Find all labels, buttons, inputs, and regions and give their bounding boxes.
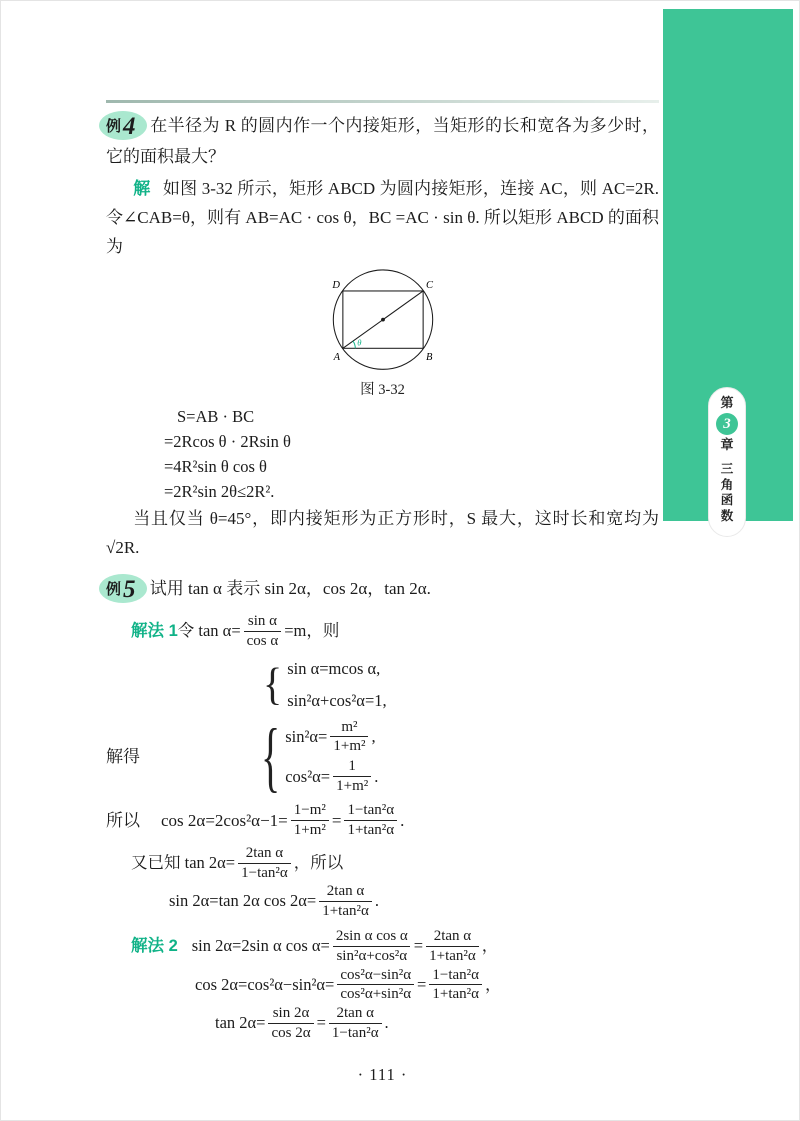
chapter-number-badge bbox=[716, 413, 738, 435]
fraction-numerator: 2tan α bbox=[245, 844, 284, 861]
chapter-title-char: 函 bbox=[720, 493, 734, 507]
fraction-denominator: 1+tan²α bbox=[426, 946, 479, 965]
system-brace: { bbox=[263, 657, 283, 710]
system-2-lines bbox=[285, 719, 378, 795]
eq-text: cos 2α=2cos²α−1= bbox=[161, 811, 288, 831]
fraction bbox=[291, 802, 329, 839]
eq-text: 又已知 tan 2α= bbox=[131, 852, 236, 872]
fraction-denominator: sin²α+cos²α bbox=[333, 946, 410, 965]
fraction-denominator: cos²α+sin²α bbox=[337, 984, 414, 1003]
method1-label: 解法 1 bbox=[131, 621, 178, 640]
eq-text: = bbox=[413, 935, 424, 955]
sin2a-equation bbox=[169, 883, 659, 920]
eq-text: 令 tan α= bbox=[177, 620, 241, 640]
chapter-suffix: 章 bbox=[720, 437, 734, 452]
center-point bbox=[381, 318, 385, 322]
area-derivation bbox=[164, 404, 659, 504]
method2-label: 解法 2 bbox=[131, 936, 178, 955]
example-badge-label: 例 bbox=[106, 582, 122, 598]
fraction-denominator: cos α bbox=[244, 631, 282, 650]
chapter-title-char: 三 bbox=[720, 462, 734, 476]
fraction bbox=[244, 613, 282, 650]
fraction bbox=[333, 758, 371, 795]
eq-text: ，所以 bbox=[293, 852, 344, 872]
fraction-numerator: 2tan α bbox=[433, 927, 472, 944]
example-badge-label: 例 bbox=[106, 119, 122, 135]
figure-3-32 bbox=[106, 265, 659, 400]
solve-label: 解得 bbox=[106, 747, 140, 767]
system-1-lines bbox=[287, 654, 386, 715]
eq-text: = bbox=[417, 974, 427, 994]
system-equation bbox=[285, 758, 378, 795]
eq-text: ， bbox=[485, 974, 502, 994]
vertex-d-label: D bbox=[331, 280, 340, 292]
example5-statement-para bbox=[106, 574, 659, 605]
fraction-denominator: 1+m² bbox=[330, 736, 368, 755]
eq-text: , bbox=[371, 727, 376, 747]
fraction-denominator: 1+tan²α bbox=[429, 984, 482, 1003]
fraction-numerator: sin 2α bbox=[272, 1005, 310, 1022]
chapter-title bbox=[721, 462, 734, 524]
method2-line-1 bbox=[131, 928, 659, 965]
eq-text: sin²α= bbox=[285, 727, 328, 747]
fraction-denominator: 1+m² bbox=[291, 820, 329, 839]
chapter-number: 3 bbox=[723, 415, 731, 432]
method2-line-3 bbox=[215, 1005, 659, 1042]
derivation-line: =2R²sin 2θ≤2R². bbox=[164, 482, 275, 501]
example4-statement-para bbox=[106, 111, 659, 172]
fraction-denominator: 1−tan²α bbox=[329, 1023, 382, 1042]
page-content bbox=[106, 111, 659, 1089]
fraction-denominator: 1+m² bbox=[333, 776, 371, 795]
fraction-numerator: 2sin α cos α bbox=[335, 927, 408, 944]
fraction bbox=[426, 928, 479, 965]
system-equation: sin α=mcos α, bbox=[287, 658, 381, 678]
example-badge-number: 5 bbox=[123, 576, 136, 603]
header-rule bbox=[106, 100, 659, 103]
so-row bbox=[106, 801, 659, 841]
eq-text: . bbox=[374, 891, 379, 911]
example-badge-number: 4 bbox=[123, 113, 136, 140]
equation-system-1 bbox=[263, 654, 659, 715]
fraction bbox=[333, 928, 411, 965]
figure-3-32-drawing bbox=[297, 265, 469, 380]
fraction-denominator: 1−tan²α bbox=[238, 863, 291, 882]
method1-intro bbox=[131, 613, 659, 650]
fraction-numerator: 1−tan²α bbox=[347, 802, 395, 819]
example4-badge bbox=[106, 111, 136, 142]
equation-system-2 bbox=[261, 711, 379, 800]
eq-text: tan 2α= bbox=[215, 1013, 266, 1033]
so-label: 所以 bbox=[106, 811, 140, 831]
fraction bbox=[238, 845, 291, 882]
eq-text: = bbox=[331, 811, 342, 831]
example4-solution-text: 如图 3-32 所示，矩形 ABCD 为圆内接矩形，连接 AC，则 AC=2R. 令∠CAB=θ，则有 AB=AC · cos θ，BC =AC · sin θ. 所以矩形 ABCD 的面积为 bbox=[106, 179, 659, 256]
fraction bbox=[319, 883, 372, 920]
fraction-numerator: 2tan α bbox=[326, 883, 365, 900]
system-equation bbox=[285, 719, 378, 756]
eq-text: . bbox=[374, 766, 379, 786]
example4-conclusion: 当且仅当 θ=45°，即内接矩形为正方形时，S 最大，这时长和宽均为√2R. bbox=[106, 509, 659, 557]
fraction bbox=[330, 719, 368, 756]
eq-text: = bbox=[316, 1013, 326, 1033]
eq-text: =m，则 bbox=[284, 620, 340, 640]
solve-row bbox=[106, 711, 659, 800]
chapter-tab bbox=[708, 387, 746, 537]
eq-text: ， bbox=[481, 935, 499, 955]
eq-text: . bbox=[400, 811, 405, 831]
fraction-denominator: 1+tan²α bbox=[344, 820, 397, 839]
eq-text: . bbox=[384, 1013, 389, 1033]
example4-statement-text: 在半径为 R 的圆内作一个内接矩形，当矩形的长和宽各为多少时，它的面积最大？ bbox=[106, 116, 660, 166]
fraction-numerator: 1−m² bbox=[293, 802, 326, 819]
example5-statement-text: 试用 tan α 表示 sin 2α，cos 2α，tan 2α. bbox=[149, 579, 431, 598]
system-equation: sin²α+cos²α=1, bbox=[287, 690, 387, 710]
vertex-b-label: B bbox=[425, 351, 432, 363]
method2-line-2 bbox=[195, 967, 659, 1004]
example4-solution-para bbox=[106, 174, 659, 261]
fraction bbox=[329, 1005, 382, 1042]
chapter-title-char: 角 bbox=[720, 477, 734, 492]
fraction-numerator: sin α bbox=[247, 613, 277, 629]
fraction-numerator: 1 bbox=[348, 758, 356, 775]
solution-label: 解 bbox=[133, 179, 151, 198]
eq-text: cos²α= bbox=[285, 766, 331, 786]
fraction bbox=[429, 967, 482, 1004]
figure-caption: 图 3-32 bbox=[360, 382, 405, 398]
angle-theta-label: θ bbox=[356, 337, 361, 348]
fraction bbox=[268, 1005, 313, 1042]
eq-text: sin 2α=2sin α cos α= bbox=[191, 935, 330, 955]
fraction-numerator: 1−tan²α bbox=[432, 966, 479, 983]
fraction-numerator: m² bbox=[341, 718, 358, 735]
eq-text: cos 2α=cos²α−sin²α= bbox=[195, 974, 335, 994]
fraction-numerator: 2tan α bbox=[336, 1005, 374, 1022]
fraction bbox=[344, 802, 397, 839]
tan2a-known-equation bbox=[131, 845, 659, 882]
eq-text: sin 2α=tan 2α cos 2α= bbox=[169, 891, 317, 911]
system-brace: { bbox=[261, 711, 281, 800]
derivation-line: S=AB · BC bbox=[177, 407, 255, 426]
cos2a-equation bbox=[161, 802, 404, 839]
chapter-prefix: 第 bbox=[720, 395, 734, 410]
fraction-denominator: cos 2α bbox=[268, 1023, 313, 1042]
vertex-a-label: A bbox=[333, 351, 340, 363]
derivation-line: =4R²sin θ cos θ bbox=[164, 457, 267, 476]
example5-badge bbox=[106, 574, 136, 605]
angle-arc bbox=[352, 341, 354, 348]
derivation-line: =2Rcos θ · 2Rsin θ bbox=[164, 432, 291, 451]
fraction-denominator: 1+tan²α bbox=[319, 901, 372, 920]
page-number: · 111 · bbox=[357, 1064, 408, 1084]
fraction-numerator: cos²α−sin²α bbox=[340, 966, 412, 983]
fraction bbox=[337, 967, 414, 1004]
vertex-c-label: C bbox=[425, 280, 433, 292]
chapter-title-char: 数 bbox=[720, 508, 734, 523]
